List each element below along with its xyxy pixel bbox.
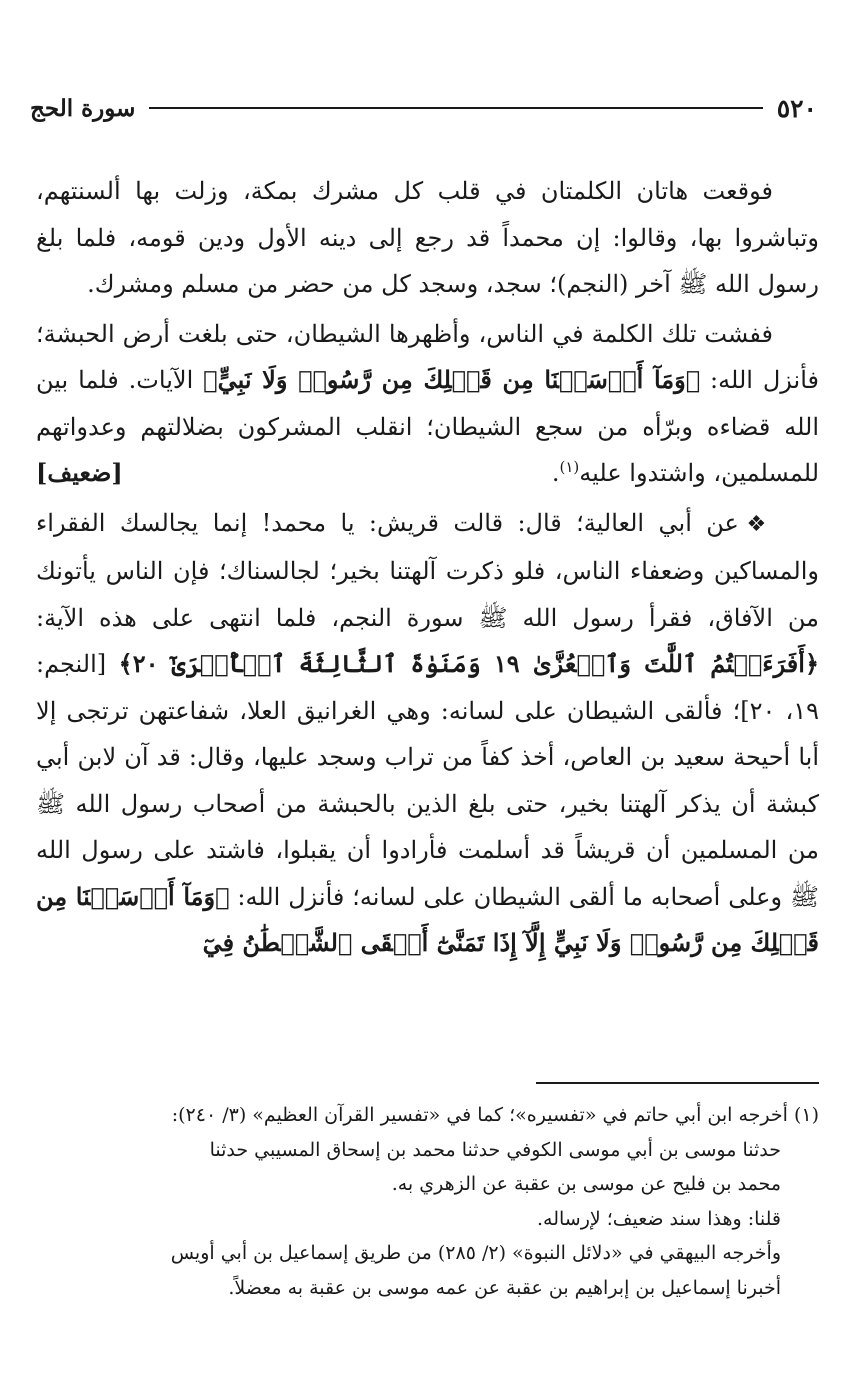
quran-verse-hajj: ﴿وَمَآ أَرۡسَلۡنَا مِن قَبۡلِكَ مِن رَّسُولٖ وَلَا نَبِيٍّ إِلَّآ إِذَا تَمَنَّىٰٓ أَلۡقَى ٱلشَّيۡطَٰنُ فِيٓ (36, 881, 819, 957)
footnote-line: حدثنا موسى بن أبي موسى الكوفي حدثنا محمد بن إسحاق المسيبي حدثنا (209, 1138, 781, 1161)
footnote-line: محمد بن فليح عن موسى بن عقبة عن الزهري به. (391, 1173, 781, 1195)
footnote-line: أخبرنا إسماعيل بن إبراهيم بن عقبة عن عمه موسى بن عقبة به معضلاً. (228, 1276, 781, 1299)
paragraph-2-text-a: ففشت تلك الكلمة في الناس، وأظهرها الشيطان، حتى بلغت أرض الحبشة؛ فأنزل الله: (36, 319, 819, 394)
paragraph-3-text-b: [النجم: ١٩، ٢٠]؛ فألقى الشيطان على لسانه: وهي الغرانيق العلا، شفاعتهن ترتجى إلا أبا أحيحة سعيد بن العاص، أخذ كفاً من تراب وسجد عليها، وقال: قد آن لابن أبي كبشة أن يذكر آلهتنا بخير، حتى بلغ الذين بالحبشة من أصحاب رسول الله ﷺ من المسلمين أن قريشاً قد أسلمت فأرادوا أن يقبلوا، فاشتد على رسول الله ﷺ وعلى أصحابه ما ألقى الشيطان على لسانه؛ فأنزل الله: (36, 650, 819, 911)
header-rule (149, 107, 762, 109)
hadith-grade: [ضعيف] (36, 458, 123, 487)
paragraph-3-text-a: عن أبي العالية؛ قال: قالت قريش: يا محمد! إنما يجالسك الفقراء والمساكين وضعفاء الناس، فلو ذكرت آلهتنا بخير؛ لجالسناك؛ فإن الناس يأتونك من الآفاق، فقرأ رسول الله ﷺ سورة النجم، فلما انتهى على هذه الآية: (36, 508, 819, 632)
quran-verse: ﴿وَمَآ أَرۡسَلۡنَا مِن قَبۡلِكَ مِن رَّسُولٖ وَلَا نَبِيٍّ﴾ (203, 365, 701, 394)
paragraph-2-end: . (551, 459, 560, 487)
surah-name: سورة الحج (30, 94, 136, 122)
footnotes (36, 1098, 819, 1305)
footnote-ref: (١) (559, 458, 580, 476)
paragraph-2 (36, 311, 819, 497)
paragraph-3 (36, 500, 819, 967)
main-text (36, 168, 819, 970)
page-number: ٥٢٠ (776, 93, 817, 123)
quran-verse-najm: ﴿أَفَرَءَيۡتُمُ ٱللَّٰتَ وَٱلۡعُزَّىٰ ١٩ وَمَنَوٰةَ ٱلثَّالِثَةَ ٱلۡأُخۡرَىٰٓ ٢٠﴾ (118, 649, 820, 678)
diamond-icon: ❖ (746, 511, 773, 537)
footnote-line: وأخرجه البيهقي في «دلائل النبوة» (٢/ ٢٨٥) من طريق إسماعيل بن أبي أويس (170, 1242, 781, 1264)
footnote-line: (١) أخرجه ابن أبي حاتم في «تفسيره»؛ كما في «تفسير القرآن العظيم» (٣/ ٢٤٠): (171, 1104, 819, 1126)
footnote-separator (536, 1082, 819, 1084)
page-header (30, 88, 817, 128)
paragraph-2-text-b: الآيات. فلما بين الله قضاءه وبرّأه من سجع الشيطان؛ انقلب المشركون بضلالتهم وعدواتهم للمسلمين، واشتدوا عليه (36, 366, 819, 487)
footnote-line: قلنا: وهذا سند ضعيف؛ لإرساله. (536, 1207, 781, 1230)
paragraph-1: فوقعت هاتان الكلمتان في قلب كل مشرك بمكة، وزلت بها ألسنتهم، وتباشروا بها، وقالوا: إن محمداً قد رجع إلى دينه الأول ودين قومه، فلما بلغ رسول الله ﷺ آخر (النجم)؛ سجد، وسجد كل من حضر من مسلم ومشرك. (36, 177, 819, 298)
